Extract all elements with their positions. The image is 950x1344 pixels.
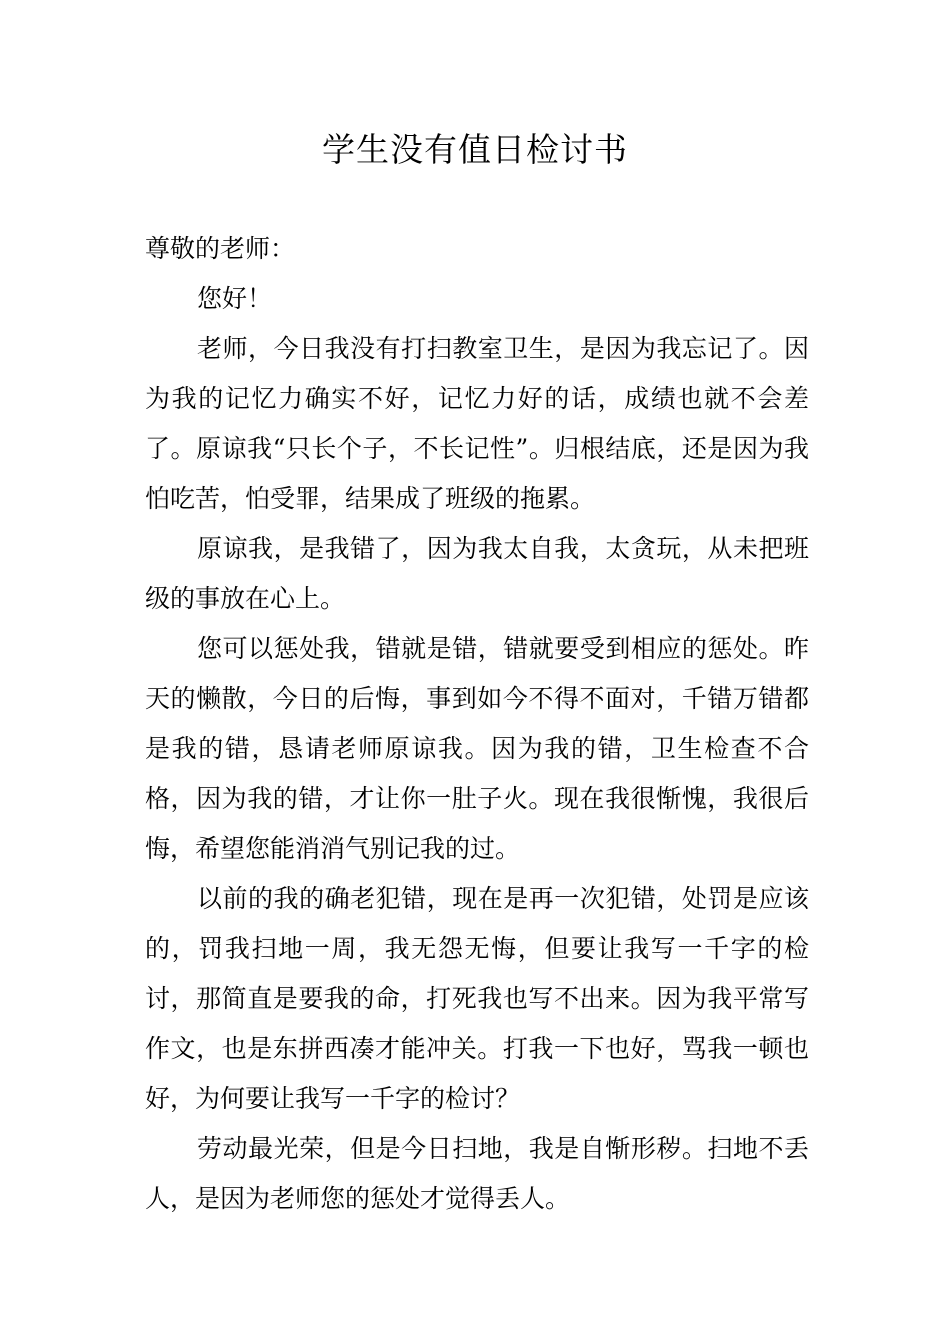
salutation: 尊敬的老师：	[145, 234, 296, 263]
document-title: 学生没有值日检讨书	[322, 130, 628, 169]
paragraph-2: 原谅我，是我错了，因为我太自我，太贪玩，从未把班级的事放在心上。	[145, 534, 809, 613]
paragraph-1: 老师，今日我没有打扫教室卫生，是因为我忘记了。因为我的记忆力确实不好，记忆力好的话，成绩也就不会差了。原谅我“只长个子，不长记性”。归根结底，还是因为我怕吃苦，怕受罪，结果成了班级的拖累。	[145, 334, 809, 513]
document-body	[145, 224, 809, 1224]
paragraph-3: 您可以惩处我，错就是错，错就要受到相应的惩处。昨天的懒散，今日的后悔，事到如今不得不面对，千错万错都是我的错，恳请老师原谅我。因为我的错，卫生检查不合格，因为我的错，才让你一肚子火。现在我很惭愧，我很后悔，希望您能消消气别记我的过。	[145, 634, 809, 863]
greeting: 您好！	[197, 284, 273, 313]
paragraph-4: 以前的我的确老犯错，现在是再一次犯错，处罚是应该的，罚我扫地一周，我无怨无悔，但要让我写一千字的检讨，那简直是要我的命，打死我也写不出来。因为我平常写作文，也是东拼西凑才能冲关。打我一下也好，骂我一顿也好，为何要让我写一千字的检讨？	[145, 884, 809, 1113]
paragraph-5: 劳动最光荣，但是今日扫地，我是自惭形秽。扫地不丢人，是因为老师您的惩处才觉得丢人。	[145, 1134, 809, 1213]
